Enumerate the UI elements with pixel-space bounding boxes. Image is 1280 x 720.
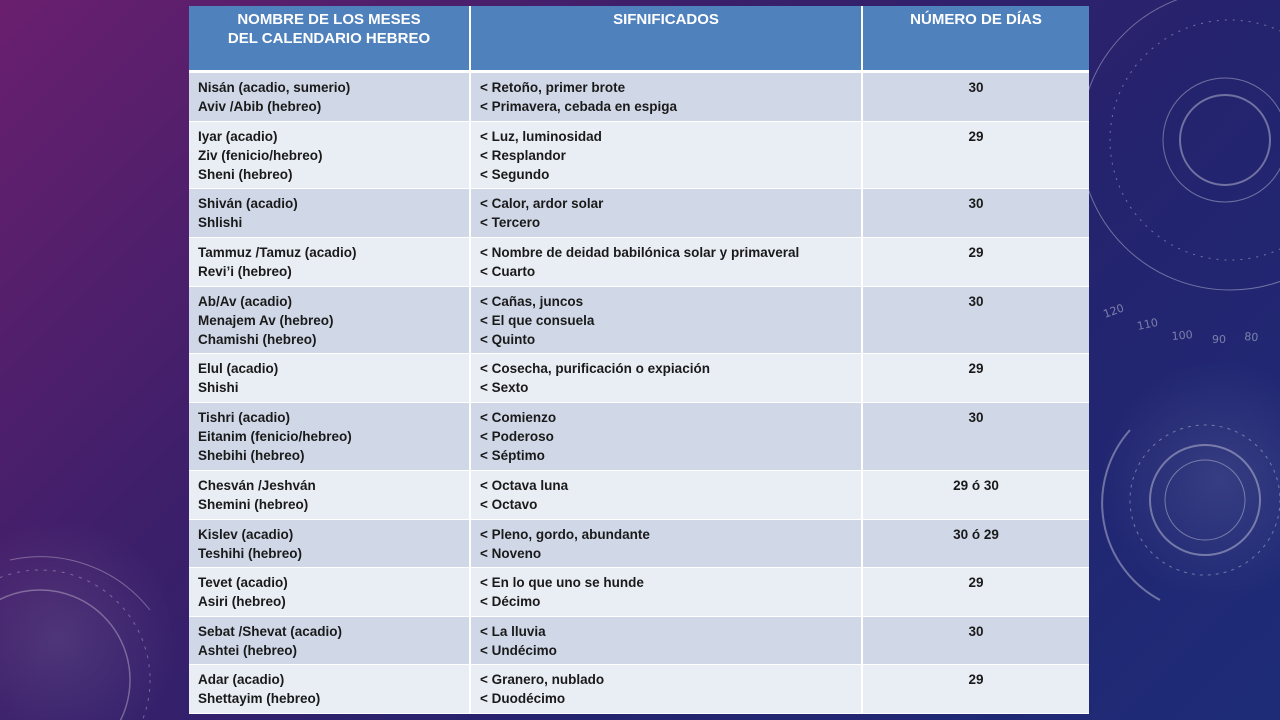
meaning-cell-line: < En lo que uno se hunde <box>480 575 644 591</box>
month-name-cell-line: Ab/Av (acadio) <box>198 293 293 309</box>
meaning-cell-line: < Duodécimo <box>480 691 566 707</box>
table-row <box>189 189 1089 238</box>
month-name-cell <box>189 354 470 403</box>
meaning-cell-line: < Sexto <box>480 380 529 396</box>
month-name-cell-line: Elul (acadio) <box>198 361 279 377</box>
header-text: NOMBRE DE LOS MESES <box>237 11 421 28</box>
table-row <box>189 616 1089 665</box>
meaning-cell-line: < Resplandor <box>480 147 566 163</box>
table-row <box>189 665 1089 714</box>
meaning-cell-line: < Nombre de deidad babilónica solar y primaveral <box>480 245 800 261</box>
days-cell: 30 <box>862 72 1089 122</box>
month-name-cell <box>189 72 470 122</box>
meaning-cell-line: < Cañas, juncos <box>480 293 584 309</box>
meaning-cell-line: < Primavera, cebada en espiga <box>480 99 677 114</box>
month-name-cell <box>189 568 470 617</box>
dial-number-text: 120 <box>1101 301 1126 321</box>
month-name-cell-line: Chesván /Jeshván <box>198 477 316 493</box>
month-name-cell <box>189 121 470 189</box>
days-cell: 30 <box>862 403 1089 471</box>
meaning-cell <box>470 121 862 189</box>
meaning-cell-line: < Retoño, primer brote <box>480 80 626 95</box>
header-days <box>862 6 1089 72</box>
month-name-cell-line: Asiri (hebreo) <box>198 594 286 610</box>
month-name-cell-line: Aviv /Abib (hebreo) <box>198 99 322 114</box>
meaning-cell-line: < Luz, luminosidad <box>480 128 602 144</box>
meaning-cell <box>470 519 862 568</box>
header-text: SIFNIFICADOS <box>613 11 719 28</box>
table-row <box>189 470 1089 519</box>
meaning-cell <box>470 72 862 122</box>
meaning-cell-line: < Pleno, gordo, abundante <box>480 526 650 542</box>
meaning-cell-line: < Octavo <box>480 496 538 512</box>
meaning-cell-line: < Poderoso <box>480 429 554 445</box>
month-name-cell-line: Sebat /Shevat (acadio) <box>198 623 343 639</box>
meaning-cell <box>470 470 862 519</box>
dial-number-text: 110 <box>1135 315 1160 333</box>
days-cell: 29 <box>862 568 1089 617</box>
month-name-cell <box>189 238 470 287</box>
meaning-cell-line: < Calor, ardor solar <box>480 196 604 212</box>
month-name-cell-line: Shemini (hebreo) <box>198 496 309 512</box>
dial-number-text: 100 <box>1171 328 1194 343</box>
days-cell: 29 <box>862 665 1089 714</box>
table-row <box>189 121 1089 189</box>
month-name-cell-line: Shlishi <box>198 215 243 231</box>
month-name-cell-line: Shiván (acadio) <box>198 196 298 212</box>
meaning-cell <box>470 665 862 714</box>
table-row <box>189 72 1089 122</box>
month-name-cell-line: Shebihi (hebreo) <box>198 448 305 464</box>
meaning-cell-line: < Cosecha, purificación o expiación <box>480 361 710 377</box>
month-name-cell <box>189 286 470 354</box>
meaning-cell-line: < Octava luna <box>480 477 569 493</box>
table-row <box>189 519 1089 568</box>
meaning-cell-line: < Séptimo <box>480 448 545 464</box>
meaning-cell-line: < Tercero <box>480 215 541 231</box>
meaning-cell-line: < Segundo <box>480 166 550 182</box>
month-name-cell-line: Menajem Av (hebreo) <box>198 312 334 328</box>
days-cell: 29 <box>862 354 1089 403</box>
header-text: DEL CALENDARIO HEBREO <box>227 30 431 47</box>
meaning-cell-line: < Cuarto <box>480 264 536 280</box>
month-name-cell-line: Iyar (acadio) <box>198 128 278 144</box>
month-name-cell <box>189 403 470 471</box>
meaning-cell <box>470 568 862 617</box>
days-cell: 29 ó 30 <box>862 470 1089 519</box>
month-name-cell-line: Nisán (acadio, sumerio) <box>198 80 351 95</box>
table-row <box>189 238 1089 287</box>
month-name-cell-line: Teshihi (hebreo) <box>198 545 303 561</box>
days-cell: 30 <box>862 286 1089 354</box>
meaning-cell-line: < Granero, nublado <box>480 672 605 688</box>
meaning-cell <box>470 403 862 471</box>
month-name-cell-line: Eitanim (fenicio/hebreo) <box>198 429 352 445</box>
month-name-cell-line: Chamishi (hebreo) <box>198 331 317 347</box>
header-text: NÚMERO DE DÍAS <box>910 11 1042 28</box>
header-meanings <box>470 6 862 72</box>
month-name-cell-line: Shettayim (hebreo) <box>198 691 321 707</box>
month-name-cell-line: Tevet (acadio) <box>198 575 288 591</box>
dial-number-text: 90 <box>1212 333 1226 346</box>
month-name-cell <box>189 616 470 665</box>
meaning-cell-line: < El que consuela <box>480 312 595 328</box>
meaning-cell <box>470 286 862 354</box>
meaning-cell <box>470 354 862 403</box>
month-name-cell-line: Adar (acadio) <box>198 672 285 688</box>
month-name-cell-line: Tishri (acadio) <box>198 410 291 426</box>
month-name-cell-line: Shishi <box>198 380 239 396</box>
meaning-cell-line: < La lluvia <box>480 623 546 639</box>
meaning-cell-line: < Décimo <box>480 594 541 610</box>
meaning-cell-line: < Quinto <box>480 331 536 347</box>
meaning-cell-line: < Comienzo <box>480 410 557 426</box>
table-row <box>189 286 1089 354</box>
month-name-cell <box>189 470 470 519</box>
month-name-cell-line: Ziv (fenicio/hebreo) <box>198 147 323 163</box>
month-name-cell <box>189 665 470 714</box>
table-row <box>189 403 1089 471</box>
month-name-cell-line: Revi’i (hebreo) <box>198 264 292 280</box>
days-cell: 30 <box>862 616 1089 665</box>
table-body <box>189 72 1089 714</box>
meaning-cell <box>470 238 862 287</box>
hebrew-calendar-table-container <box>189 6 1089 714</box>
meaning-cell-line: < Noveno <box>480 545 542 561</box>
dial-number-text: 80 <box>1243 330 1259 345</box>
dial-ornament-left <box>0 557 150 720</box>
days-cell: 29 <box>862 238 1089 287</box>
meaning-cell <box>470 616 862 665</box>
month-name-cell-line: Tammuz /Tamuz (acadio) <box>198 245 357 261</box>
days-cell: 29 <box>862 121 1089 189</box>
month-name-cell-line: Sheni (hebreo) <box>198 166 293 182</box>
month-name-cell-line: Kislev (acadio) <box>198 526 294 542</box>
table-header-row <box>189 6 1089 72</box>
month-name-cell <box>189 519 470 568</box>
month-name-cell <box>189 189 470 238</box>
header-month-names <box>189 6 470 72</box>
table-row <box>189 354 1089 403</box>
meaning-cell <box>470 189 862 238</box>
days-cell: 30 <box>862 189 1089 238</box>
dial-ornament-right <box>1080 0 1280 600</box>
hebrew-calendar-table <box>189 6 1089 714</box>
days-cell: 30 ó 29 <box>862 519 1089 568</box>
table-row <box>189 568 1089 617</box>
meaning-cell-line: < Undécimo <box>480 642 557 658</box>
month-name-cell-line: Ashtei (hebreo) <box>198 642 298 658</box>
